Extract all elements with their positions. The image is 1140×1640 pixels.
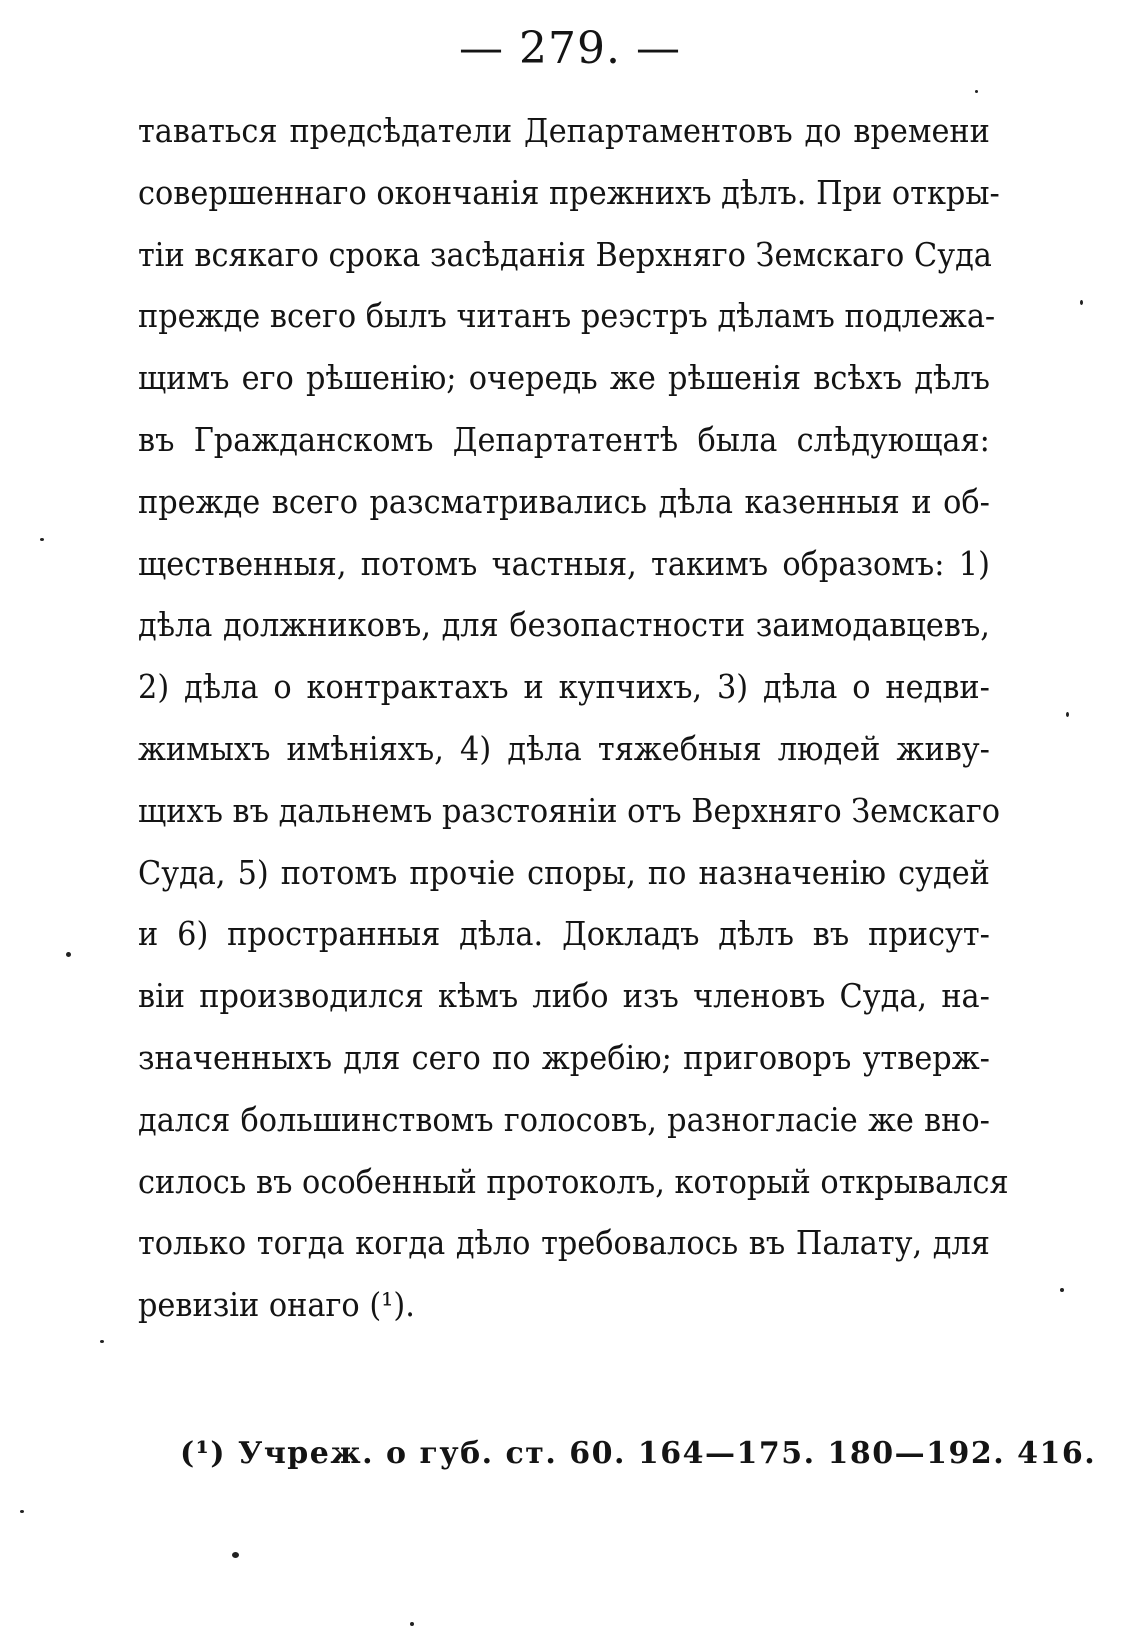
footnote: (¹) Учреж. о губ. ст. 60. 164—175. 180—192. 416. <box>180 1436 1097 1471</box>
scan-speck <box>975 90 978 93</box>
text-line-last: ревизіи онаго (¹). <box>138 1285 415 1325</box>
text-line: дался большинствомъ голосовъ, разногласіе же вно- <box>138 1099 990 1139</box>
body-text <box>138 100 1009 1336</box>
scan-speck <box>66 952 71 957</box>
text-line: силось въ особенный протоколъ, который открывался <box>138 1161 1009 1201</box>
text-line: щественныя, потомъ частныя, такимъ образомъ: 1) <box>138 543 990 583</box>
scan-speck <box>20 1510 24 1513</box>
text-line: и 6) пространныя дѣла. Докладъ дѣлъ въ присут- <box>138 914 990 954</box>
text-line: щимъ его рѣшенію; очередь же рѣшенія всѣхъ дѣлъ <box>138 358 990 398</box>
text-line: въ Гражданскомъ Департатентѣ была слѣдующая: <box>138 419 990 459</box>
text-line: таваться предсѣдатели Департаментовъ до времени <box>138 111 990 150</box>
text-line: щихъ въ дальнемъ разстояніи отъ Верхняго Земскаго <box>138 790 1001 830</box>
text-line: прежде всего разсматривались дѣла казенныя и об- <box>138 481 990 521</box>
text-line: 2) дѣла о контрактахъ и купчихъ, 3) дѣла о недви- <box>138 667 990 707</box>
scan-speck <box>40 538 44 541</box>
text-line: Суда, 5) потомъ прочіе споры, по назначенію судей <box>138 852 990 892</box>
page-number: — 279. — <box>459 23 681 74</box>
scan-speck <box>1080 300 1083 305</box>
text-line: значенныхъ для сего по жребію; приговоръ утверж- <box>138 1037 990 1077</box>
text-line: віи производился кѣмъ либо изъ членовъ Суда, на- <box>138 976 990 1016</box>
scan-speck <box>1060 1288 1064 1292</box>
text-line: тіи всякаго срока засѣданія Верхняго Земскаго Суда <box>138 234 992 274</box>
text-line: жимыхъ имѣніяхъ, 4) дѣла тяжебныя людей живу- <box>138 728 990 768</box>
scan-speck <box>1066 712 1069 717</box>
scan-speck <box>232 1552 239 1558</box>
scan-speck <box>410 1622 414 1626</box>
text-line: дѣла должниковъ, для безопастности заимодавцевъ, <box>138 605 990 645</box>
text-line: прежде всего былъ читанъ реэстръ дѣламъ подлежа- <box>138 296 996 336</box>
text-line: только тогда когда дѣло требовалось въ Палату, для <box>138 1223 990 1263</box>
scan-speck <box>100 1340 104 1343</box>
text-line: совершеннаго окончанія прежнихъ дѣлъ. При откры- <box>138 172 1000 212</box>
